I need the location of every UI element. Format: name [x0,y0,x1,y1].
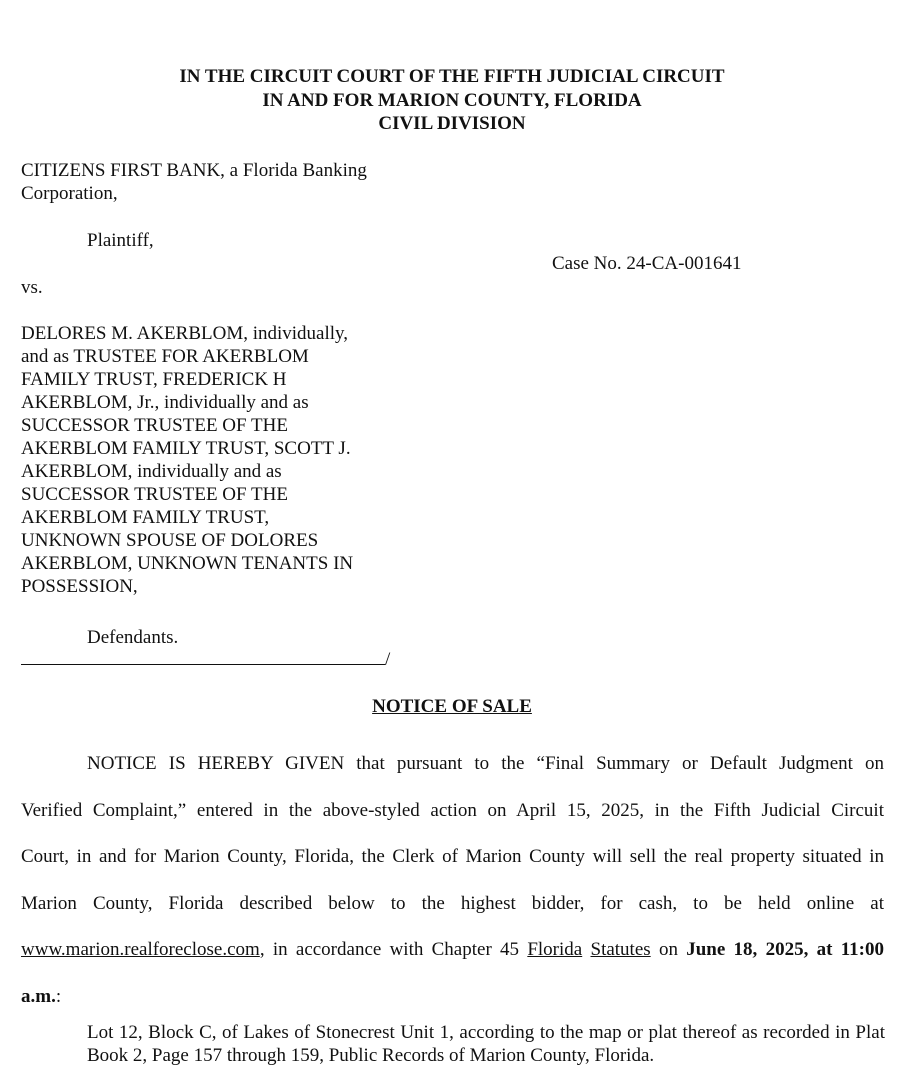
defendant-line: AKERBLOM, UNKNOWN TENANTS IN [21,553,354,574]
court-header-line2: IN AND FOR MARION COUNTY, FLORIDA [262,89,642,111]
florida-word: Florida [527,939,583,961]
realforeclose-link[interactable]: www.marion.realforeclose.com [21,939,260,961]
colon: : [55,985,62,1007]
defendant-line: UNKNOWN SPOUSE OF DOLORES [21,530,319,551]
defendant-line: POSSESSION, [21,576,138,597]
notice-line-4: Marion County, Florida described below to the highest bidder, for cash, to be held online at [21,892,884,914]
defendant-block [21,322,411,598]
plaintiff-name-line2: Corporation, [21,183,118,204]
plaintiff-role: Plaintiff, [87,230,154,251]
notice-line-2: Verified Complaint,” entered in the above-styled action on April 15, 2025, in the Fifth Judicial Circuit [21,799,884,821]
caption-signature-line [21,646,416,671]
signature-slash: / [385,649,391,670]
plaintiff-name-line1: CITIZENS FIRST BANK, a Florida Banking [21,160,367,181]
defendant-line: SUCCESSOR TRUSTEE OF THE [21,415,288,436]
notice-line-6 [21,974,884,1021]
court-header [0,65,899,136]
defendant-line: and as TRUSTEE FOR AKERBLOM [21,346,309,367]
defendant-line: AKERBLOM, individually and as [21,461,282,482]
court-header-line1: IN THE CIRCUIT COURT OF THE FIFTH JUDICIAL CIRCUIT [179,66,725,87]
defendant-line: AKERBLOM, Jr., individually and as [21,392,309,413]
notice-line-5 [21,927,884,974]
notice-line-1: NOTICE IS HEREBY GIVEN that pursuant to the “Final Summary or Default Judgment on [87,753,884,774]
notice-title: NOTICE OF SALE [372,696,532,717]
plaintiff-block [21,159,411,205]
defendant-line: FAMILY TRUST, FREDERICK H [21,369,287,390]
sale-date-part2: a.m. [21,985,56,1007]
defendant-line: AKERBLOM FAMILY TRUST, SCOTT J. [21,438,351,459]
notice-paragraph [21,741,884,1021]
defendant-role: Defendants. [87,627,179,648]
legal-description: Lot 12, Block C, of Lakes of Stonecrest Unit 1, according to the map or plat thereof as recorded in Plat Book 2, Page 157 through 159, Public Records of Marion County, Florida. [87,1022,885,1066]
notice-line-3: Court, in and for Marion County, Florida, the Clerk of Marion County will sell the real property situated in [21,846,884,868]
defendant-line: DELORES M. AKERBLOM, individually, [21,323,349,344]
defendant-line: AKERBLOM FAMILY TRUST, [21,507,270,528]
signature-rule [21,646,385,665]
statutes-word: Statutes [590,939,651,961]
versus-label: vs. [21,277,43,298]
on-word: on [650,939,687,961]
chapter-text: , in accordance with Chapter 45 [259,939,528,961]
court-header-line3: CIVIL DIVISION [378,113,526,134]
sale-date-part1: June 18, 2025, at 11:00 [686,939,884,961]
defendant-line: SUCCESSOR TRUSTEE OF THE [21,484,288,505]
case-number: Case No. 24-CA-001641 [552,253,742,274]
